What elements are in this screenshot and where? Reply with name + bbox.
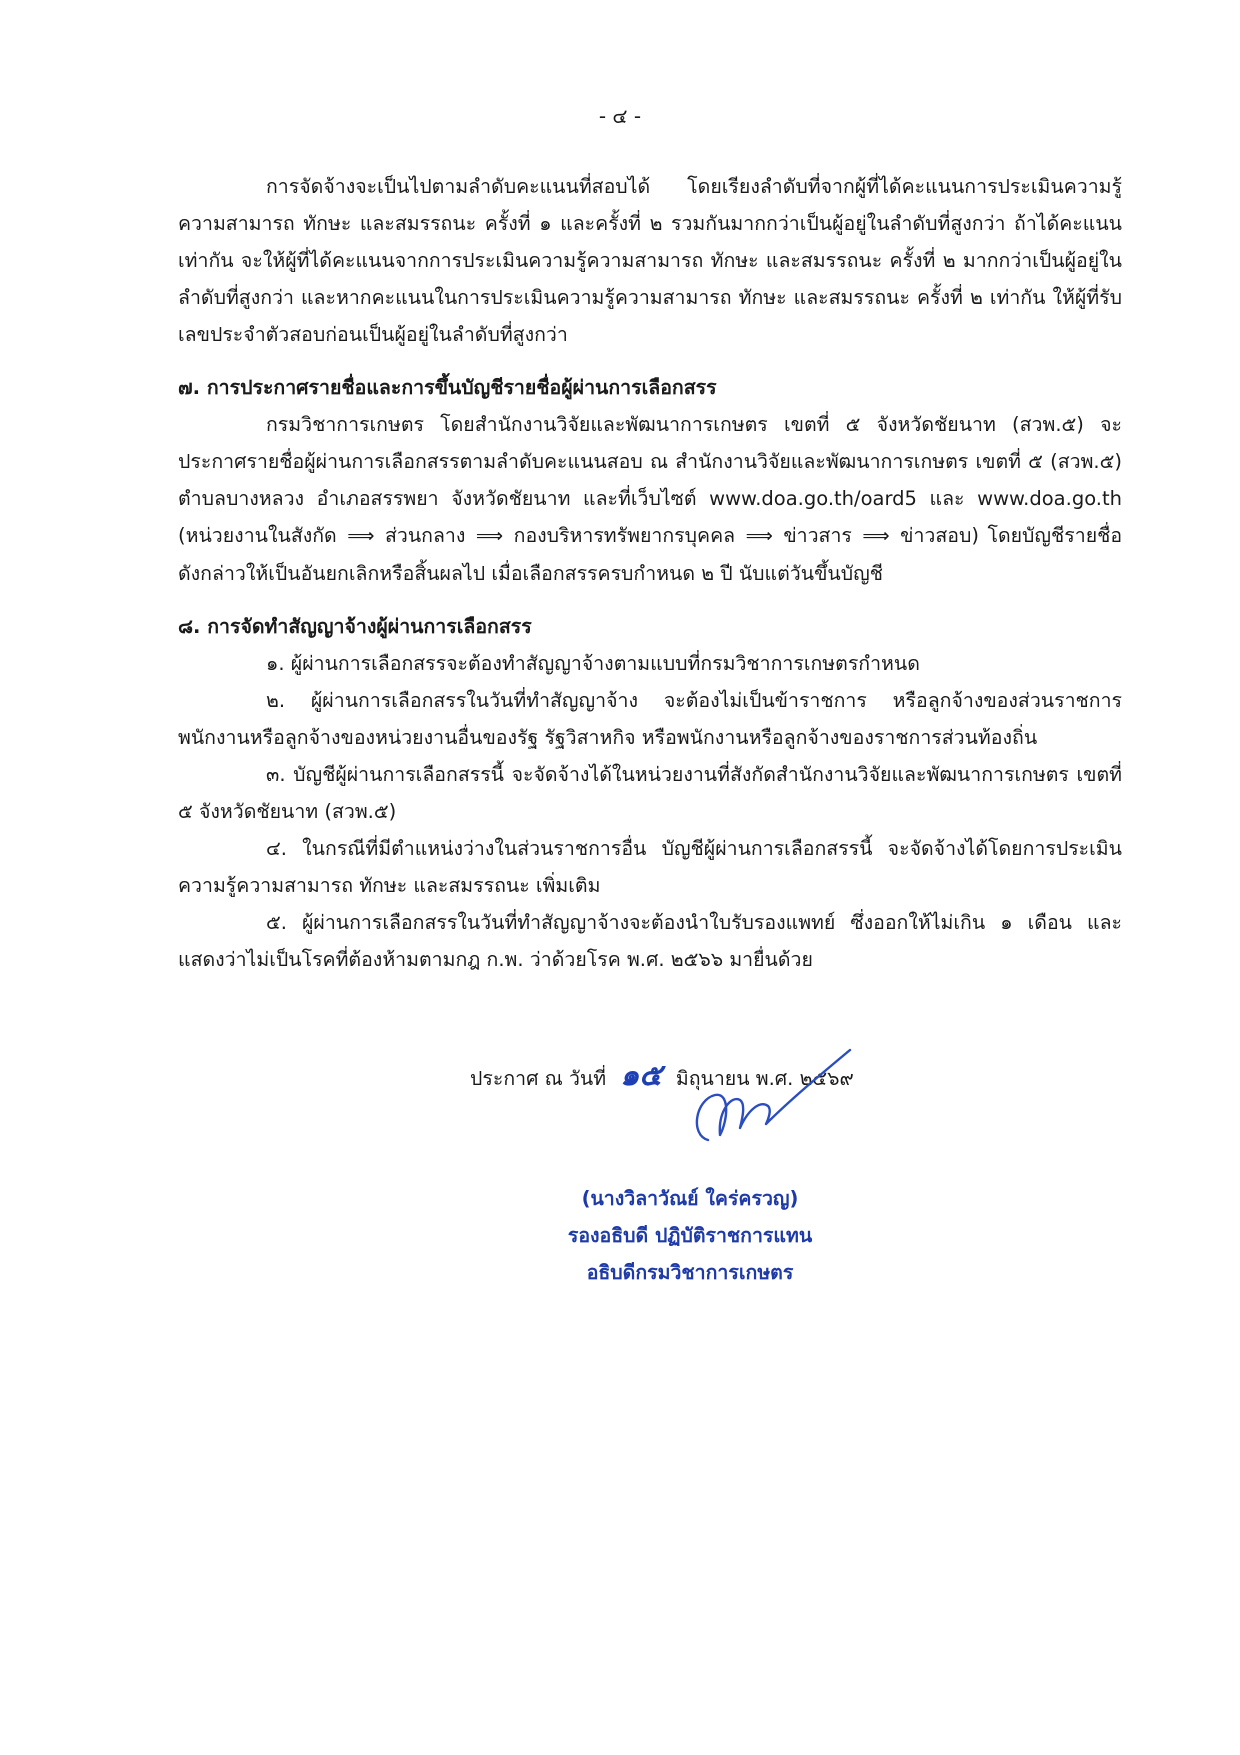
arrow-right-icon: ⟹	[475, 525, 504, 547]
arrow-right-icon: ⟹	[862, 525, 890, 547]
path-news: ข่าวสาร	[783, 524, 852, 547]
section7-paragraph	[178, 406, 1122, 592]
signer-block	[440, 1180, 940, 1291]
section8-heading: ๘. การจัดทำสัญญาจ้างผู้ผ่านการเลือกสรร	[178, 615, 532, 638]
section8-item-1: ๑. ผู้ผ่านการเลือกสรรจะต้องทำสัญญาจ้างตามแบบที่กรมวิชาการเกษตรกำหนด	[266, 652, 920, 675]
section8-item-2: ๒. ผู้ผ่านการเลือกสรรในวันที่ทำสัญญาจ้าง จะต้องไม่เป็นข้าราชการ หรือลูกจ้างของส่วนราชการ พนักงานหรือลูกจ้างของหน่วยงานอื่นของรัฐ รัฐวิสาหกิจ หรือพนักงานหรือลูกจ้างของราชการส่วนท้องถิ่น	[178, 689, 1122, 749]
document-body	[178, 168, 1122, 978]
section8-item-5: ๕. ผู้ผ่านการเลือกสรรในวันที่ทำสัญญาจ้างจะต้องนำใบรับรองแพทย์ ซึ่งออกให้ไม่เกิน ๑ เดือน และแสดงว่าไม่เป็นโรคที่ต้องห้ามตามกฎ ก.พ. ว่าด้วยโรค พ.ศ. ๒๕๖๖ มายื่นด้วย	[178, 911, 1122, 971]
path-central: ส่วนกลาง	[384, 524, 466, 547]
signer-position: รองอธิบดี ปฏิบัติราชการแทน	[567, 1224, 813, 1247]
announcement-day: ๑๕	[620, 1058, 662, 1093]
section8-item-3: ๓. บัญชีผู้ผ่านการเลือกสรรนี้ จะจัดจ้างได้ในหน่วยงานที่สังกัดสำนักงานวิจัยและพัฒนาการเกษตร เขตที่ ๕ จังหวัดชัยนาท (สวพ.๕)	[178, 763, 1122, 823]
signer-name: (นางวิลาวัณย์ ใคร่ครวญ)	[581, 1187, 799, 1210]
section7-body-start: กรมวิชาการเกษตร โดยสำนักงานวิจัยและพัฒนาการเกษตร เขตที่ ๕ จังหวัดชัยนาท (สวพ.๕) จะประกาศรายชื่อผู้ผ่านการเลือกสรรตามลำดับคะแนนสอบ ณ สำนักงานวิจัยและพัฒนาการเกษตร เขตที่ ๕ (สวพ.๕) ตำบลบางหลวง อำเภอสรรพยา จังหวัดชัยนาท และที่เว็บไซต์ www.doa.go.th/oard5 และ www.doa.go.th (หน่วยงานในสังกัด	[178, 413, 1122, 547]
section7-body-end: โดยบัญชีรายชื่อดังกล่าวให้เป็นอันยกเลิกหรือสิ้นผลไป เมื่อเลือกสรรครบกำหนด ๒ ปี นับแต่วันขึ้นบัญชี	[178, 524, 1123, 585]
handwritten-signature	[660, 1040, 860, 1170]
ranking-paragraph: การจัดจ้างจะเป็นไปตามลำดับคะแนนที่สอบได้ โดยเรียงลำดับที่จากผู้ที่ได้คะแนนการประเมินความรู้ความสามารถ ทักษะ และสมรรถนะ ครั้งที่ ๑ และครั้งที่ ๒ รวมกันมากกว่าเป็นผู้อยู่ในลำดับที่สูงกว่า ถ้าได้คะแนนเท่ากัน จะให้ผู้ที่ได้คะแนนจากการประเมินความรู้ความสามารถ ทักษะ และสมรรถนะ ครั้งที่ ๒ มากกว่าเป็นผู้อยู่ในลำดับที่สูงกว่า และหากคะแนนในการประเมินความรู้ความสามารถ ทักษะ และสมรรถนะ ครั้งที่ ๒ เท่ากัน ให้ผู้ที่รับเลขประจำตัวสอบก่อนเป็นผู้อยู่ในลำดับที่สูงกว่า	[178, 175, 1122, 346]
announcement-month-year: มิถุนายน พ.ศ. ๒๕๖๙	[675, 1067, 854, 1090]
arrow-right-icon: ⟹	[745, 525, 773, 547]
signer-organization: อธิบดีกรมวิชาการเกษตร	[586, 1261, 794, 1284]
arrow-right-icon: ⟹	[347, 525, 375, 547]
section7-heading: ๗. การประกาศรายชื่อและการขึ้นบัญชีรายชื่อผู้ผ่านการเลือกสรร	[178, 376, 717, 399]
page-number: - ๔ -	[598, 104, 642, 128]
path-hr-division: กองบริหารทรัพยากรบุคคล	[513, 524, 736, 547]
announcement-prefix: ประกาศ ณ วันที่	[470, 1067, 607, 1090]
section8-item-4: ๔. ในกรณีที่มีตำแหน่งว่างในส่วนราชการอื่น บัญชีผู้ผ่านการเลือกสรรนี้ จะจัดจ้างได้โดยการประเมินความรู้ความสามารถ ทักษะ และสมรรถนะ เพิ่มเติม	[178, 837, 1122, 897]
path-exam-news: ข่าวสอบ)	[900, 524, 979, 547]
